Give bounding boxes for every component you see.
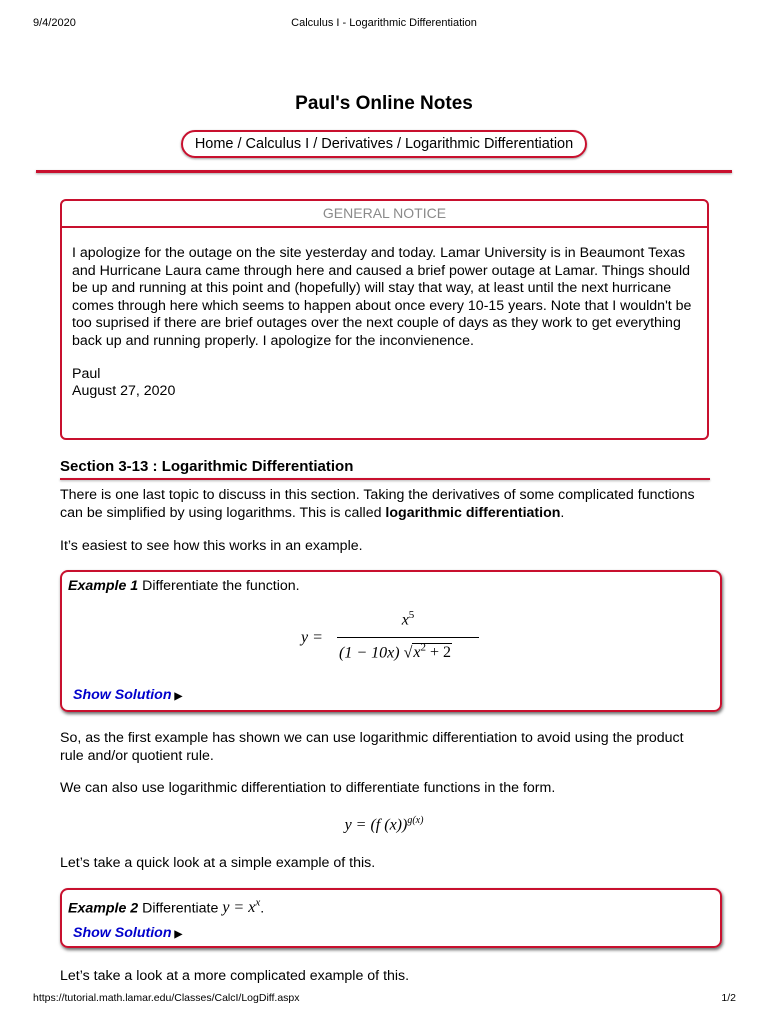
caret-right-icon: ▶ — [174, 691, 183, 702]
example-2-label: Example 2 — [68, 900, 139, 917]
print-footer — [33, 992, 736, 1004]
paragraph-complicated: Let’s take a look at a more complicated example of this. — [60, 968, 410, 984]
breadcrumb-separator: / — [396, 136, 401, 152]
section-divider — [60, 478, 710, 480]
radicand-base: x — [413, 644, 421, 662]
intro-end: . — [560, 504, 565, 521]
show-solution-label: Show Solution — [73, 925, 172, 941]
paragraph-first-example: So, as the first example has shown we can use logarithmic differentiation to avoid using the product rule and/or quotient rule. — [60, 730, 684, 764]
footer-url: https://tutorial.math.lamar.edu/Classes/CalcI/LogDiff.aspx — [33, 992, 300, 1004]
example-2-math-base: y = x — [222, 899, 256, 917]
equation-numerator — [337, 609, 479, 629]
example-1-show-solution[interactable] — [73, 687, 182, 703]
general-notice — [60, 199, 709, 440]
print-title: Calculus I - Logarithmic Differentiation — [291, 17, 477, 29]
example-2-statement — [68, 897, 264, 917]
print-header — [0, 0, 768, 36]
sqrt-icon: √ — [403, 644, 413, 662]
example-2-show-solution[interactable] — [73, 925, 182, 941]
show-solution-label: Show Solution — [73, 687, 172, 703]
notice-heading: GENERAL NOTICE — [62, 201, 707, 228]
breadcrumb-calculus-i[interactable]: Calculus I — [245, 136, 310, 152]
page-number: 1/2 — [721, 992, 736, 1004]
example-1-label: Example 1 — [68, 578, 139, 594]
example-2-math-exponent: x — [255, 897, 261, 909]
breadcrumb — [181, 130, 587, 158]
paragraph-easiest: It’s easiest to see how this works in an example. — [60, 538, 363, 554]
example-2-text: Differentiate — [138, 900, 223, 917]
example-1-text: Differentiate the function. — [138, 578, 300, 594]
section-heading — [60, 458, 710, 480]
breadcrumb-home[interactable]: Home — [194, 136, 234, 152]
example-2-math — [222, 899, 260, 916]
section-title: Section 3-13 : Logarithmic Differentiation — [60, 458, 354, 475]
example-1-equation — [301, 609, 481, 669]
example-2-end: . — [260, 900, 265, 917]
radicand-exponent: 2 — [420, 642, 426, 654]
example-1-statement — [68, 578, 300, 594]
denominator-factor: (1 − 10x) — [339, 644, 400, 662]
intro-bold-term: logarithmic differentiation — [385, 504, 561, 521]
paragraph-also: We can also use logarithmic differentiation to differentiate functions in the form. — [60, 780, 556, 796]
numerator-base: x — [401, 611, 409, 629]
paragraph-quick: Let’s take a quick look at a simple example of this. — [60, 855, 376, 871]
form-equation-main: y = (f (x)) — [344, 816, 408, 834]
fraction-bar — [337, 637, 479, 638]
intro-paragraph — [60, 487, 710, 522]
numerator-exponent: 5 — [408, 609, 415, 621]
form-equation — [0, 815, 768, 834]
example-2-box — [60, 888, 722, 948]
site-title[interactable]: Paul's Online Notes — [295, 93, 473, 114]
notice-paragraph: I apologize for the outage on the site yesterday and today. Lamar University is in Beaumont Texas and Hurricane Laura came through here and caused a brief power outage at Lamar. Things should be up and running at this point and (hopefully) will stay that way, at least until the next hurricane comes through here which seems to happen about once every 10-15 years. Note that I wouldn't be too suprised if there are brief outages over the next couple of days as they work to get everything back up and running properly. I apologize for the inconvienence. — [72, 245, 692, 349]
equation-lhs: y = — [301, 629, 323, 646]
notice-date: August 27, 2020 — [72, 383, 176, 400]
example-1-box — [60, 570, 722, 712]
radicand — [412, 643, 452, 661]
equation-denominator — [339, 642, 452, 662]
breadcrumb-separator: / — [313, 136, 318, 152]
intro-text: There is one last topic to discuss in this section. Taking the derivatives of some complicated functions can be simplified by using logarithms. This is called — [60, 487, 695, 521]
breadcrumb-current-page[interactable]: Logarithmic Differentiation — [404, 136, 574, 152]
form-equation-exponent: g(x) — [407, 815, 424, 826]
print-date: 9/4/2020 — [33, 17, 76, 29]
notice-body — [62, 228, 707, 401]
breadcrumb-derivatives[interactable]: Derivatives — [321, 136, 393, 152]
breadcrumb-separator: / — [237, 136, 242, 152]
header-divider — [36, 170, 732, 173]
notice-signature: Paul — [72, 365, 101, 382]
caret-right-icon: ▶ — [174, 929, 183, 940]
radicand-rest: + 2 — [429, 644, 451, 662]
